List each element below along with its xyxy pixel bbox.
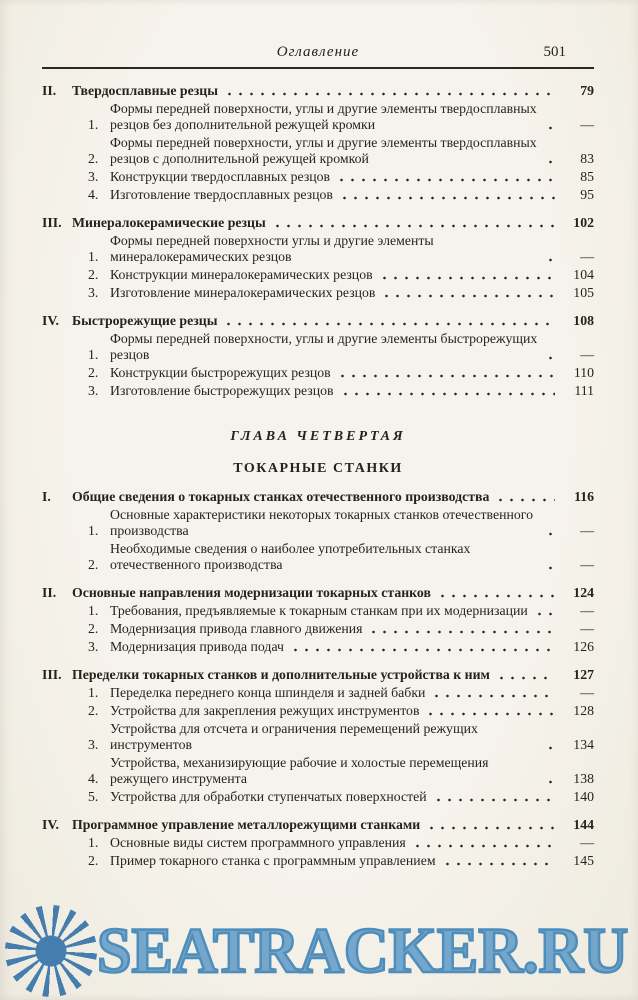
entry-page-number: 127 [573,667,594,682]
entry-title: Изготовление быстрорежущих резцов [110,383,334,398]
entry-number: 1. [88,523,99,538]
dot-leader-icon [496,676,555,680]
entry-number: 2. [88,151,99,166]
dot-leader-icon [381,294,555,298]
entry-number: 2. [88,703,99,718]
dot-leader-icon [272,224,555,228]
entry-page-number: 102 [573,215,594,230]
entry-number: IV. [42,313,60,328]
entry-page-number: 126 [573,639,594,654]
entry-number: 2. [88,853,99,868]
dot-leader-icon [224,92,555,96]
dot-leader-icon [340,392,555,396]
toc-sub-entry [88,101,594,133]
toc-sub-entry [88,507,594,539]
toc-main-entry [42,585,594,601]
entry-title: Быстрорежущие резцы [72,313,218,328]
page-header-title: Оглавление [276,44,360,60]
entry-page-number: 79 [580,83,594,98]
entry-page-number: 124 [573,585,594,600]
toc-sub-entry [88,331,594,363]
dot-leader-icon [379,276,555,280]
toc-sub-entry [88,187,594,203]
entry-page-number: 110 [573,365,594,380]
toc-sub-entry [88,835,594,851]
dot-leader-icon [426,826,555,830]
entry-page-number: 104 [573,267,594,282]
entry-title: Основные виды систем программного управления [110,835,406,850]
toc-sub-entry [88,135,594,167]
toc-sub-entry [88,621,594,637]
dot-leader-icon [545,126,555,130]
entry-page-number: — [580,117,594,132]
entry-page-number: 83 [580,151,594,166]
dot-leader-icon [290,648,555,652]
toc-sub-entry [88,233,594,265]
starburst-logo-icon [5,905,97,997]
entry-number: 3. [88,285,99,300]
entry-title: Устройства, механизирующие рабочие и холостые перемещения режущего инструмента [110,755,489,786]
watermark-text: SEATRACKER.RU [97,915,629,987]
entry-number: 4. [88,187,99,202]
entry-number: 2. [88,267,99,282]
entry-number: 3. [88,383,99,398]
toc-sub-entry [88,541,594,573]
entry-title: Переделки токарных станков и дополнительные устройства к ним [72,667,490,682]
dot-leader-icon [495,498,555,502]
dot-leader-icon [545,160,555,164]
toc-main-entry [42,83,594,99]
dot-leader-icon [368,630,555,634]
dot-leader-icon [442,862,555,866]
dot-leader-icon [412,844,555,848]
entry-title: Требования, предъявляемые к токарным станкам при их модернизации [110,603,528,618]
entry-page-number: 138 [573,771,594,786]
chapter-heading: ГЛАВА ЧЕТВЕРТАЯ [230,429,406,444]
entry-title: Общие сведения о токарных станках отечественного производства [72,489,490,504]
entry-title: Устройства для отсчета и ограничения перемещений режущих инструментов [110,721,478,752]
entry-title: Изготовление твердосплавных резцов [110,187,333,202]
entry-page-number: 111 [574,383,594,398]
entry-title: Твердосплавные резцы [72,83,218,98]
entry-title: Переделка переднего конца шпинделя и задней бабки [110,685,426,700]
page-number: 501 [543,44,566,60]
entry-number: IV. [42,817,60,832]
entry-page-number: — [580,603,594,618]
dot-leader-icon [545,746,555,750]
toc-main-entry [42,215,594,231]
toc-sub-entry [88,703,594,719]
toc-sub-entry [88,383,594,399]
watermark [0,902,638,1000]
entry-number: 3. [88,639,99,654]
toc-sub-entry [88,685,594,701]
entry-page-number: — [580,685,594,700]
entry-page-number: — [580,347,594,362]
entry-title: Модернизация привода главного движения [110,621,363,636]
header-rule [42,67,594,69]
table-of-contents [42,83,594,869]
entry-title: Устройства для обработки ступенчатых поверхностей [110,789,427,804]
toc-sub-entry [88,639,594,655]
entry-page-number: — [580,835,594,850]
entry-number: 3. [88,169,99,184]
entry-number: 4. [88,771,99,786]
entry-page-number: 85 [580,169,594,184]
toc-sub-entry [88,267,594,283]
entry-title: Основные характеристики некоторых токарных станков отечественного производства [110,507,533,538]
page-header [42,44,594,64]
toc-main-entry [42,817,594,833]
entry-title: Устройства для закрепления режущих инструментов [110,703,420,718]
entry-title: Минералокерамические резцы [72,215,266,230]
dot-leader-icon [223,322,555,326]
toc-main-entry [42,667,594,683]
entry-page-number: — [580,523,594,538]
entry-number: 3. [88,737,99,752]
dot-leader-icon [545,258,555,262]
entry-page-number: 95 [580,187,594,202]
toc-sub-entry [88,365,594,381]
toc-sub-entry [88,169,594,185]
entry-title: Формы передней поверхности, углы и другие элементы быстрорежущих резцов [110,331,538,362]
toc-sub-entry [88,789,594,805]
dot-leader-icon [545,532,555,536]
entry-number: I. [42,489,51,504]
toc-main-entry [42,313,594,329]
toc-sub-entry [88,755,594,787]
dot-leader-icon [433,798,555,802]
entry-title: Модернизация привода подач [110,639,284,654]
dot-leader-icon [545,356,555,360]
toc-sub-entry [88,285,594,301]
toc-sub-entry [88,603,594,619]
entry-page-number: 116 [574,489,594,504]
entry-number: II. [42,585,57,600]
entry-page-number: 134 [573,737,594,752]
chapter-title: ТОКАРНЫЕ СТАНКИ [233,461,403,476]
entry-number: III. [42,215,62,230]
entry-title: Конструкции быстрорежущих резцов [110,365,331,380]
entry-title: Необходимые сведения о наиболее употребительных станках отечественного производства [110,541,471,572]
dot-leader-icon [437,594,555,598]
entry-title: Формы передней поверхности углы и другие элементы минералокерамических резцов [110,233,434,264]
dot-leader-icon [545,566,555,570]
entry-page-number: 145 [573,853,594,868]
dot-leader-icon [339,196,555,200]
entry-title: Конструкции минералокерамических резцов [110,267,373,282]
entry-title: Программное управление металлорежущими станками [72,817,421,832]
dot-leader-icon [425,712,555,716]
entry-title: Формы передней поверхности, углы и другие элементы твердосплавных резцов с дополнительной режущей кромкой [110,135,537,166]
dot-leader-icon [431,694,555,698]
entry-page-number: — [580,557,594,572]
entry-number: III. [42,667,62,682]
toc-sub-entry [88,853,594,869]
entry-page-number: 105 [573,285,594,300]
entry-title: Основные направления модернизации токарных станков [72,585,431,600]
entry-number: 2. [88,621,99,636]
entry-title: Изготовление минералокерамических резцов [110,285,376,300]
entry-page-number: 144 [573,817,594,832]
entry-number: 1. [88,835,99,850]
dot-leader-icon [336,178,555,182]
dot-leader-icon [534,612,555,616]
entry-number: II. [42,83,57,98]
entry-number: 1. [88,117,99,132]
entry-number: 5. [88,789,99,804]
entry-number: 1. [88,603,99,618]
dot-leader-icon [337,374,555,378]
entry-page-number: 140 [573,789,594,804]
entry-title: Конструкции твердосплавных резцов [110,169,331,184]
entry-page-number: 128 [573,703,594,718]
dot-leader-icon [545,780,555,784]
entry-number: 1. [88,249,99,264]
entry-page-number: — [580,249,594,264]
entry-number: 1. [88,685,99,700]
entry-title: Пример токарного станка с программным управлением [110,853,436,868]
entry-number: 2. [88,365,99,380]
entry-title: Формы передней поверхности, углы и другие элементы твердосплавных резцов без дополнительной режущей кромки [110,101,537,132]
entry-page-number: — [580,621,594,636]
entry-number: 2. [88,557,99,572]
entry-page-number: 108 [573,313,594,328]
toc-sub-entry [88,721,594,753]
toc-main-entry [42,489,594,505]
entry-number: 1. [88,347,99,362]
